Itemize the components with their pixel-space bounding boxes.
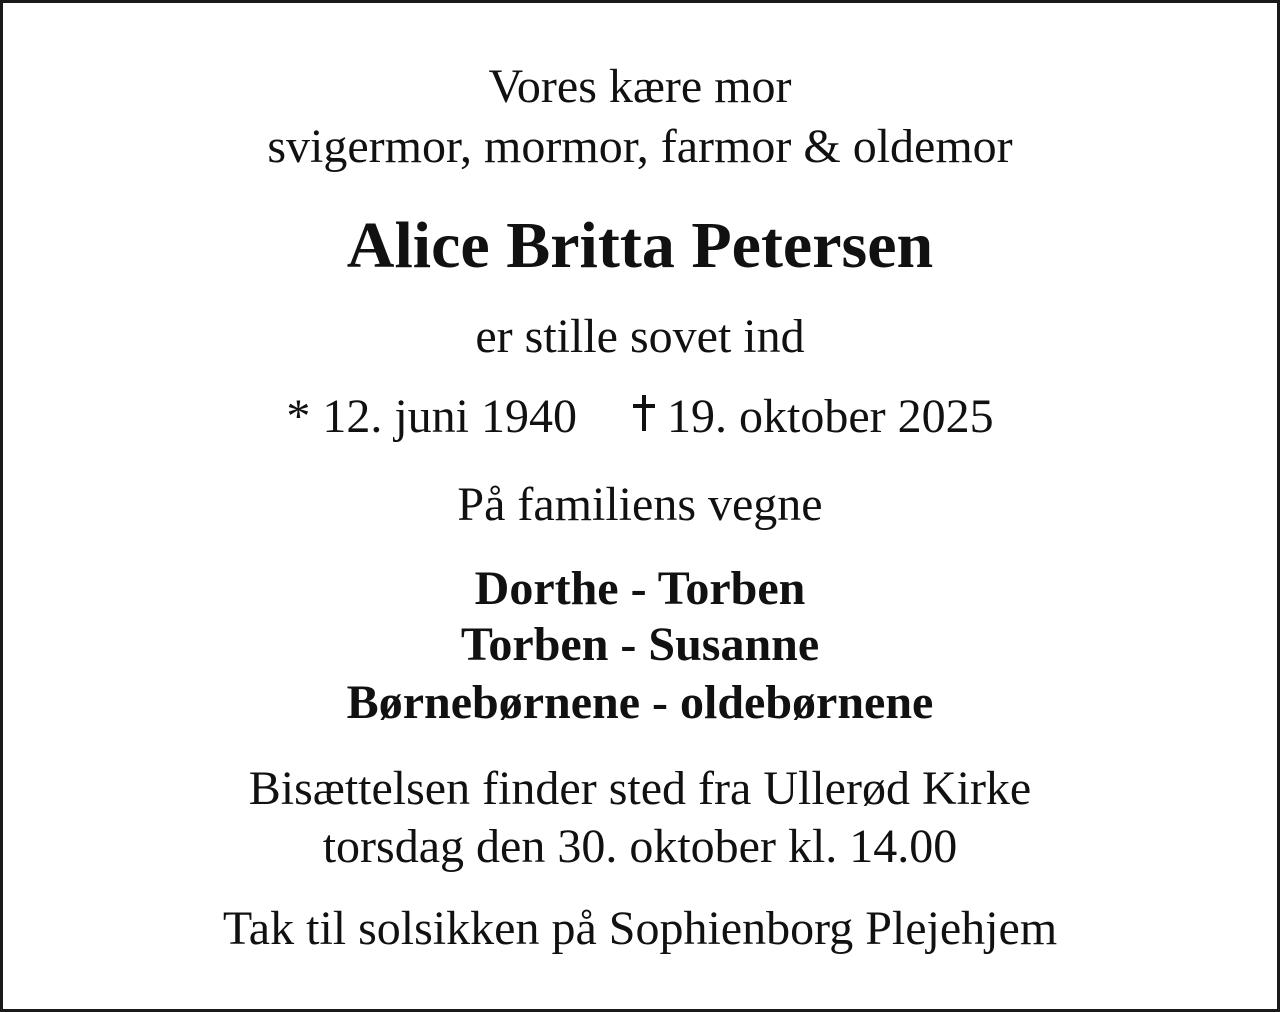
thanks-text: Tak til solsikken på Sophienborg Plejehjem	[222, 902, 1058, 955]
intro-line-1: Vores kære mor	[488, 60, 792, 113]
family-name-2: Torben - Susanne	[460, 618, 820, 671]
birth-date: * 12. juni 1940	[286, 390, 578, 443]
death-date: 19. oktober 2025	[667, 390, 994, 443]
family-intro: På familiens vegne	[457, 478, 823, 531]
family-name-3: Børnebørnene - oldebørnene	[346, 676, 934, 729]
life-dates	[3, 390, 1277, 443]
intro-line-2: svigermor, mormor, farmor & oldemor	[267, 120, 1013, 173]
funeral-line-2: torsdag den 30. oktober kl. 14.00	[322, 820, 958, 873]
family-name-1: Dorthe - Torben	[474, 562, 806, 615]
deceased-name: Alice Britta Petersen	[346, 209, 934, 282]
cross-icon	[633, 395, 655, 431]
funeral-line-1: Bisættelsen finder sted fra Ullerød Kirke	[248, 762, 1032, 815]
announcement-text: er stille sovet ind	[475, 310, 805, 363]
